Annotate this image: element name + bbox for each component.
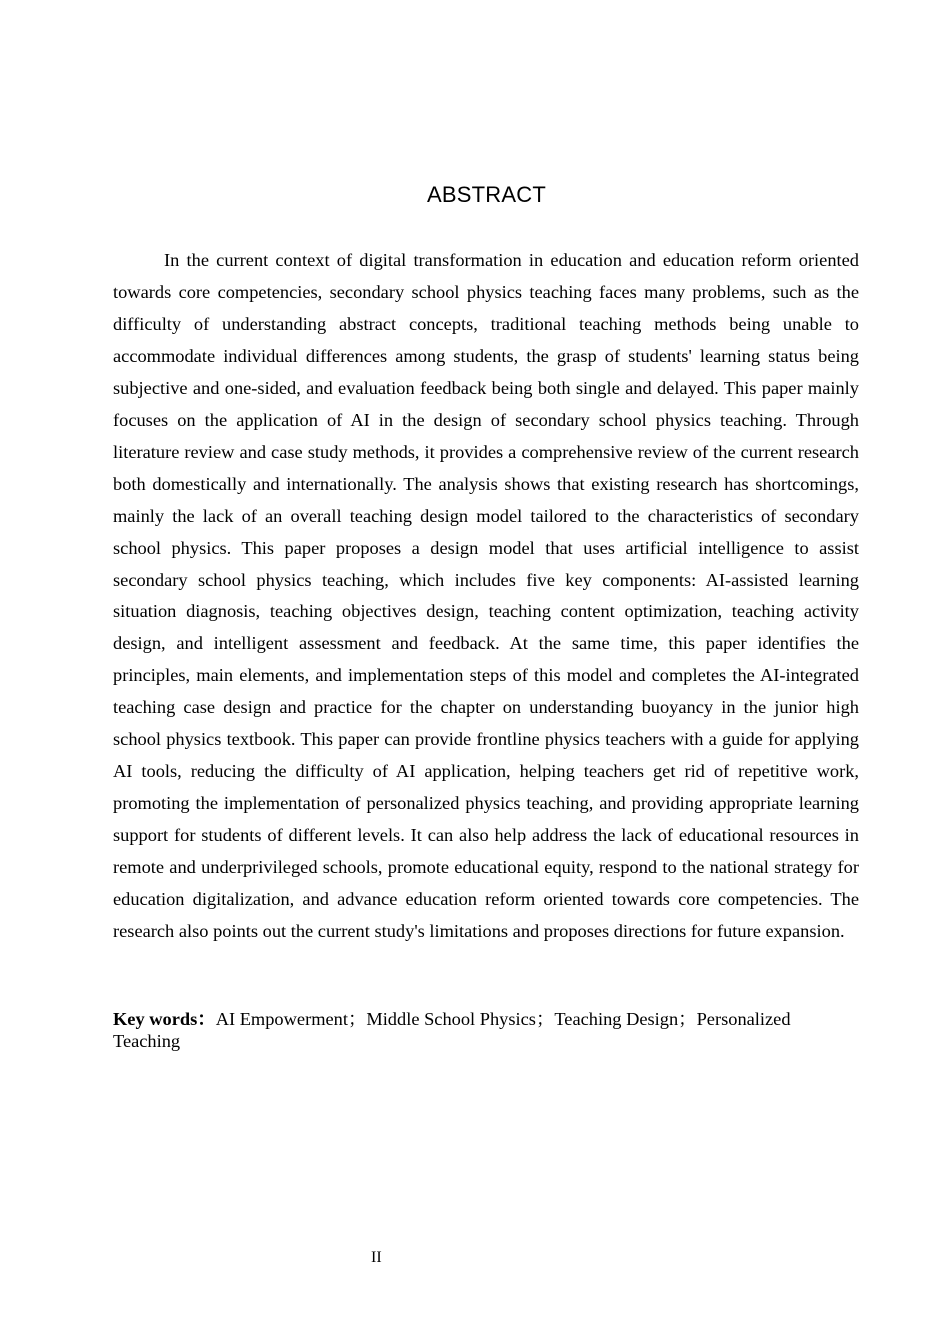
keywords-label: Key words：	[113, 1009, 216, 1029]
keywords-list: AI Empowerment；Middle School Physics；Teaching Design；Personalized Teaching	[113, 1009, 791, 1051]
abstract-title: ABSTRACT	[427, 182, 546, 207]
keywords-line	[113, 1008, 859, 1052]
abstract-body-paragraph: In the current context of digital transformation in education and education reform oriented towards core competencies, secondary school physics teaching faces many problems, such as the difficulty of understanding abstract concepts, traditional teaching methods being unable to accommodate individual differences among students, the grasp of students' learning status being subjective and one-sided, and evaluation feedback being both single and delayed. This paper mainly focuses on the application of AI in the design of secondary school physics teaching. Through literature review and case study methods, it provides a comprehensive review of the current research both domestically and internationally. The analysis shows that existing research has shortcomings, mainly the lack of an overall teaching design model tailored to the characteristics of secondary school physics. This paper proposes a design model that uses artificial intelligence to assist secondary school physics teaching, which includes five key components: AI-assisted learning situation diagnosis, teaching objectives design, teaching content optimization, teaching activity design, and intelligent assessment and feedback. At the same time, this paper identifies the principles, main elements, and implementation steps of this model and completes the AI-integrated teaching case design and practice for the chapter on understanding buoyancy in the junior high school physics textbook. This paper can provide frontline physics teachers with a guide for applying AI tools, reducing the difficulty of AI application, helping teachers get rid of repetitive work, promoting the implementation of personalized physics teaching, and providing appropriate learning support for students of different levels. It can also help address the lack of educational resources in remote and underprivileged schools, promote educational equity, respond to the national strategy for education digitalization, and advance education reform oriented towards core competencies. The research also points out the current study's limitations and proposes directions for future expansion.	[113, 250, 859, 942]
page-number: II	[371, 1249, 382, 1266]
